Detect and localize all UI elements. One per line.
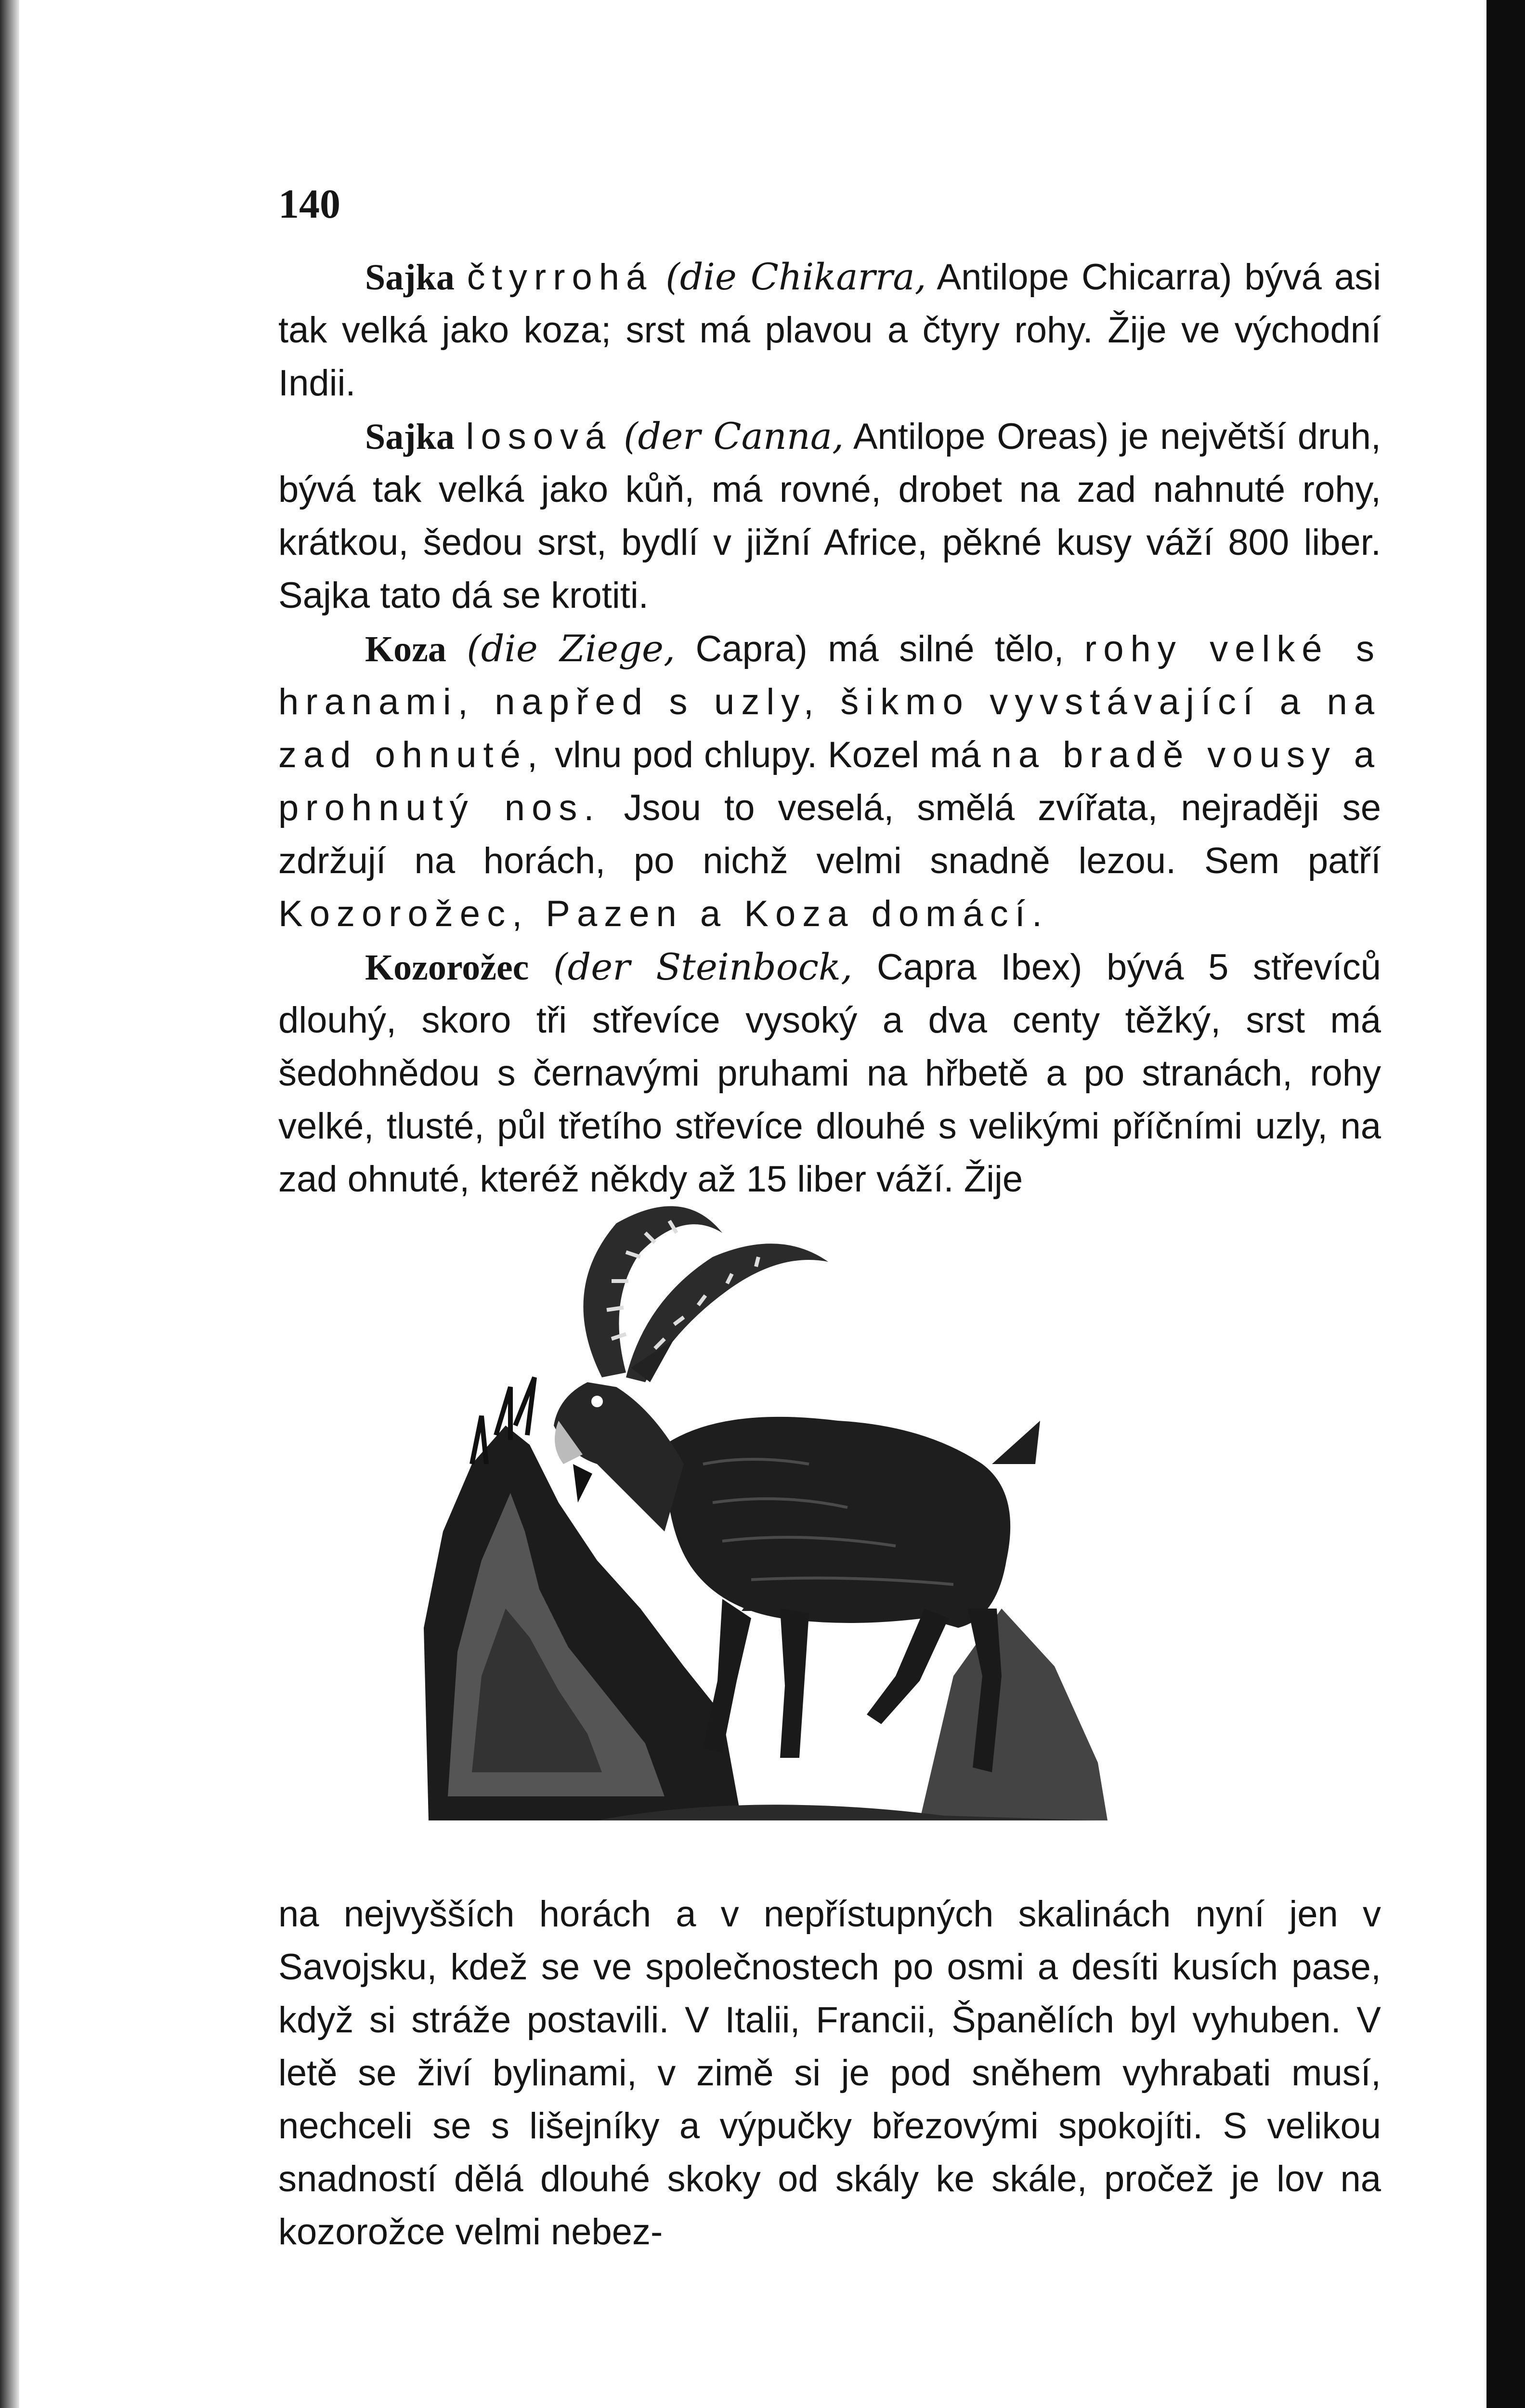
spaced-term: čtyrrohá <box>467 257 653 298</box>
german-name: (der Canna, <box>624 415 844 458</box>
scan-border <box>1486 0 1525 2408</box>
paragraph-text: Capra) má silné tělo, <box>695 628 1064 669</box>
bottom-text <box>278 1888 1381 2259</box>
spaced-text: rohy velké s hranami, napřed s uzly, šikmo vyvstávající a na zad ohnuté, <box>278 628 1381 775</box>
german-name: (die Chikarra, <box>665 255 926 298</box>
page-number: 140 <box>278 181 340 227</box>
term: Koza <box>365 629 446 669</box>
paragraph-text: Antilope Chicarra) bývá asi tak velká jako koza; srst má plavou a čtyry rohy. Žije ve východní Indii. <box>278 257 1382 404</box>
spaced-text: Kozorožec, Pazen a Koza domácí. <box>278 893 1049 934</box>
term: Sajka <box>365 417 455 457</box>
paragraph-text: Jsou to veselá, smělá zvířata, nejraději se zdržují na horách, po nichž velmi snadně lezou. Sem patří <box>278 787 1381 881</box>
paragraph-continuation: na nejvyšších horách a v nepřístupných skalinách nyní jen v Savojsku, kdež se ve společnostech po osmi a desíti kusích pase, když si stráže postavili. V Italii, Francii, Španělích byl vyhuben. V letě se živí bylinami, v zimě si je pod sněhem vyhrabati musí, nechceli se s lišejníky a výpučky březovými spokojíti. S velikou snadností dělá dlouhé skoky od skály ke skále, pročež je lov na kozorožce velmi nebez- <box>278 1894 1381 2252</box>
paragraph-text: Antilope Oreas) je největší druh, bývá tak velká jako kůň, má rovné, drobet na zad nahnuté rohy, krátkou, šedou srst, bydlí v jižní Africe, pěkné kusy váží 800 liber. Sajka tato dá se krotiti. <box>278 416 1381 616</box>
term: Sajka <box>365 257 455 298</box>
paragraph-koza <box>278 622 1381 941</box>
book-spine-edge <box>0 0 19 2408</box>
paragraph-text: vlnu pod chlupy. Kozel má <box>554 734 981 775</box>
german-name: (der Steinbock, <box>553 945 853 988</box>
spaced-term: losová <box>466 416 613 457</box>
paragraph-sajka-losova <box>278 410 1381 622</box>
paragraph-sajka-ctyrroha <box>278 250 1381 410</box>
ibex-woodcut-icon <box>414 1194 1127 1835</box>
paragraph-kozorozec <box>278 941 1381 1206</box>
german-name: (die Ziege, <box>467 627 676 670</box>
paragraph-text: Capra Ibex) bývá 5 střevíců dlouhý, skoro tři střevíce vysoký a dva centy těžký, srst má šedohnědou s černavými pruhami na hřbetě a po stranách, rohy velké, tlusté, půl třetího střevíce dlouhé s velikými příčními uzly, na zad ohnuté, kteréž někdy až 15 liber váží. Žije <box>278 947 1381 1200</box>
spaced-text: na bradě vousy a prohnutý nos. <box>278 734 1382 828</box>
term: Kozorožec <box>365 947 529 988</box>
top-text <box>278 250 1381 1206</box>
